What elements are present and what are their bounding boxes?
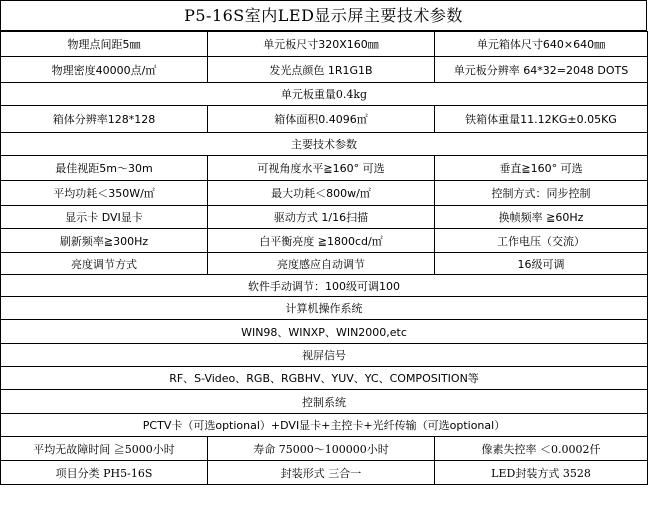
spec-cell: 平均无故障时间 ≧5000小时 (1, 437, 208, 461)
spec-row (1, 390, 648, 414)
spec-cell: RF、S-Video、RGB、RGBHV、YUV、YC、COMPOSITION等 (1, 367, 648, 390)
spec-cell: 单元板重量0.4kg (1, 83, 648, 106)
spec-cell: 单元箱体尺寸640×640㎜ (435, 32, 648, 57)
spec-cell: 像素失控率 ＜0.0002仟 (435, 437, 648, 461)
spec-cell: 控制系统 (1, 390, 648, 414)
spec-cell: 工作电压（交流） (435, 229, 648, 253)
spec-row (1, 320, 648, 344)
spec-row (1, 206, 648, 229)
spec-cell: 最大功耗＜800w/㎡ (208, 181, 435, 206)
spec-cell: LED封装方式 3528 (435, 461, 648, 485)
spec-row (1, 297, 648, 320)
spec-cell: 软件手动调节：100级可调100 (1, 275, 648, 297)
spec-cell: 亮度感应自动调节 (208, 253, 435, 275)
spec-cell: 最佳视距5m～30m (1, 156, 208, 181)
spec-cell: 视屏信号 (1, 344, 648, 367)
spec-row (1, 133, 648, 156)
spec-row (1, 106, 648, 133)
spec-title: P5-16S室内LED显示屏主要技术参数 (0, 0, 647, 31)
spec-row (1, 461, 648, 485)
spec-cell: 平均功耗＜350W/㎡ (1, 181, 208, 206)
spec-cell: 可视角度水平≧160° 可选 (208, 156, 435, 181)
spec-row (1, 367, 648, 390)
spec-row (1, 344, 648, 367)
spec-cell: 白平衡亮度 ≧1800cd/㎡ (208, 229, 435, 253)
spec-cell: 主要技术参数 (1, 133, 648, 156)
spec-cell: 亮度调节方式 (1, 253, 208, 275)
spec-cell: 寿命 75000～100000小时 (208, 437, 435, 461)
spec-cell: 箱体面积0.4096㎡ (208, 106, 435, 133)
spec-grid (0, 31, 648, 485)
spec-row (1, 414, 648, 437)
spec-row (1, 57, 648, 83)
spec-cell: 单元板尺寸320X160㎜ (208, 32, 435, 57)
spec-cell: 换帧频率 ≧60Hz (435, 206, 648, 229)
spec-row (1, 229, 648, 253)
spec-cell: 显示卡 DVI显卡 (1, 206, 208, 229)
spec-cell: 封装形式 三合一 (208, 461, 435, 485)
spec-row (1, 275, 648, 297)
spec-cell: 控制方式：同步控制 (435, 181, 648, 206)
spec-cell: 单元板分辨率 64*32=2048 DOTS (435, 57, 648, 83)
spec-row (1, 253, 648, 275)
spec-row (1, 156, 648, 181)
spec-cell: 16级可调 (435, 253, 648, 275)
spec-cell: 箱体分辨率128*128 (1, 106, 208, 133)
spec-row (1, 437, 648, 461)
spec-row (1, 32, 648, 57)
spec-cell: 项目分类 PH5-16S (1, 461, 208, 485)
spec-cell: 垂直≧160° 可选 (435, 156, 648, 181)
spec-row (1, 181, 648, 206)
spec-cell: WIN98、WINXP、WIN2000,etc (1, 320, 648, 344)
spec-cell: 计算机操作系统 (1, 297, 648, 320)
spec-cell: 物理点间距5㎜ (1, 32, 208, 57)
spec-cell: 铁箱体重量11.12KG±0.05KG (435, 106, 648, 133)
spec-cell: 发光点颜色 1R1G1B (208, 57, 435, 83)
spec-cell: PCTV卡（可选optional）+DVI显卡+主控卡+光纤传输（可选optional） (1, 414, 648, 437)
spec-cell: 刷新频率≧300Hz (1, 229, 208, 253)
spec-row (1, 83, 648, 106)
spec-cell: 物理密度40000点/㎡ (1, 57, 208, 83)
spec-cell: 驱动方式 1/16扫描 (208, 206, 435, 229)
